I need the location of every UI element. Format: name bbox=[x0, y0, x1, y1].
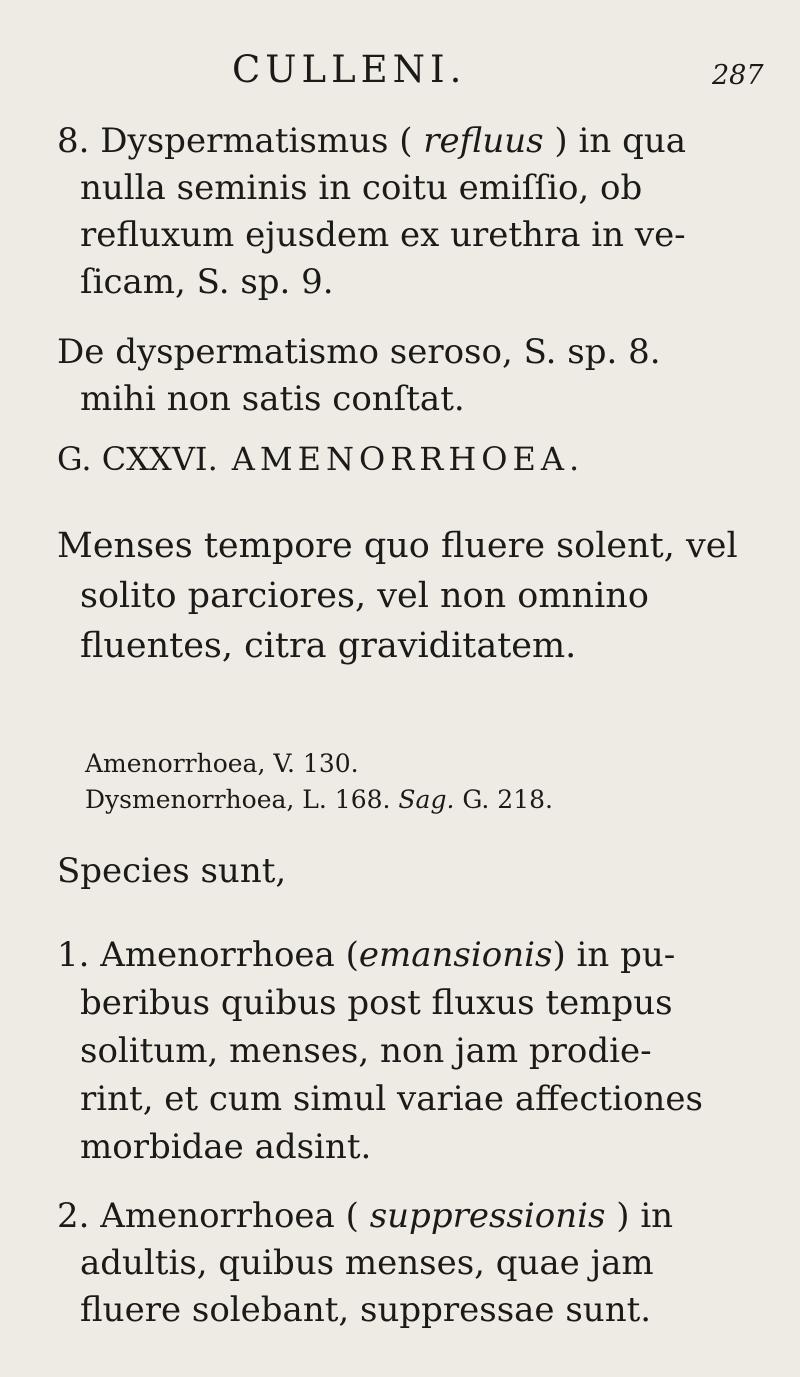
synonym-list bbox=[85, 746, 553, 818]
synonym-line: Amenorrhoea, V. 130. bbox=[85, 749, 359, 778]
entry-8 bbox=[0, 118, 800, 306]
synonym-text: Dysmenorrhoea, L. 168. bbox=[85, 785, 399, 814]
genus-label: G. CXXVI. bbox=[57, 440, 218, 478]
running-head: CULLENI. bbox=[232, 48, 467, 91]
species-1-line-2: beribus quibus post fluxus tempus bbox=[80, 983, 673, 1023]
genus-name: AMENORRHOEA. bbox=[231, 440, 585, 478]
note-line-2: mihi non satis conſtat. bbox=[80, 379, 465, 419]
entry-8-line-2: nulla seminis in coitu emiſſio, ob bbox=[80, 168, 643, 208]
genus-definition bbox=[0, 521, 800, 671]
synonym-italic: Sag. bbox=[398, 785, 455, 814]
species-intro: Species sunt, bbox=[57, 851, 287, 891]
note-line-1: De dyspermatismo seroso, S. sp. 8. bbox=[57, 332, 661, 372]
entry-8-line-3: refluxum ejusdem ex urethra in ve- bbox=[80, 215, 686, 255]
synonym-text: G. 218. bbox=[454, 785, 553, 814]
page-header bbox=[0, 48, 800, 98]
definition-line-1: Menses tempore quo fluere solent, vel bbox=[57, 526, 738, 566]
entry-8-line-4: ſicam, S. sp. 9. bbox=[80, 262, 334, 302]
page-number: 287 bbox=[712, 60, 764, 91]
species-1-line-1: 1. Amenorrhoea (emansionis) in pu- bbox=[57, 935, 676, 975]
entry-number: 8. bbox=[57, 121, 90, 161]
species-2-line-3: fluere solebant, suppressae sunt. bbox=[80, 1290, 652, 1330]
species-number: 1. bbox=[57, 935, 90, 975]
species-2 bbox=[0, 1193, 800, 1334]
entry-line-rest: in qua bbox=[578, 121, 686, 161]
synonym-line bbox=[85, 782, 553, 818]
species-term: Amenorrhoea bbox=[100, 935, 335, 975]
species-1-line-4: rint, et cum simul variae affectiones bbox=[80, 1079, 703, 1119]
species-1-line-3: solitum, menses, non jam prodie- bbox=[80, 1031, 652, 1071]
species-term: Amenorrhoea bbox=[100, 1196, 335, 1236]
definition-line-3: fluentes, citra graviditatem. bbox=[80, 626, 577, 666]
species-variant: emansionis bbox=[358, 935, 553, 975]
definition-line-2: solito parciores, vel non omnino bbox=[80, 576, 649, 616]
genus-heading bbox=[57, 440, 584, 478]
species-variant: suppressionis bbox=[369, 1196, 606, 1236]
entry-8-line-1: 8. Dyspermatismus ( refluus ) in qua bbox=[57, 121, 686, 161]
species-line-rest: in pu- bbox=[576, 935, 676, 975]
note-paragraph bbox=[0, 329, 800, 423]
species-2-line-2: adultis, quibus menses, quae jam bbox=[80, 1243, 654, 1283]
species-line-rest: in bbox=[640, 1196, 674, 1236]
species-1 bbox=[0, 931, 800, 1171]
species-1-line-5: morbidae adsint. bbox=[80, 1127, 372, 1167]
entry-term: Dyspermatismus bbox=[100, 121, 389, 161]
entry-variant: refluus bbox=[423, 121, 544, 161]
species-2-line-1: 2. Amenorrhoea ( suppressionis ) in bbox=[57, 1196, 674, 1236]
species-number: 2. bbox=[57, 1196, 90, 1236]
